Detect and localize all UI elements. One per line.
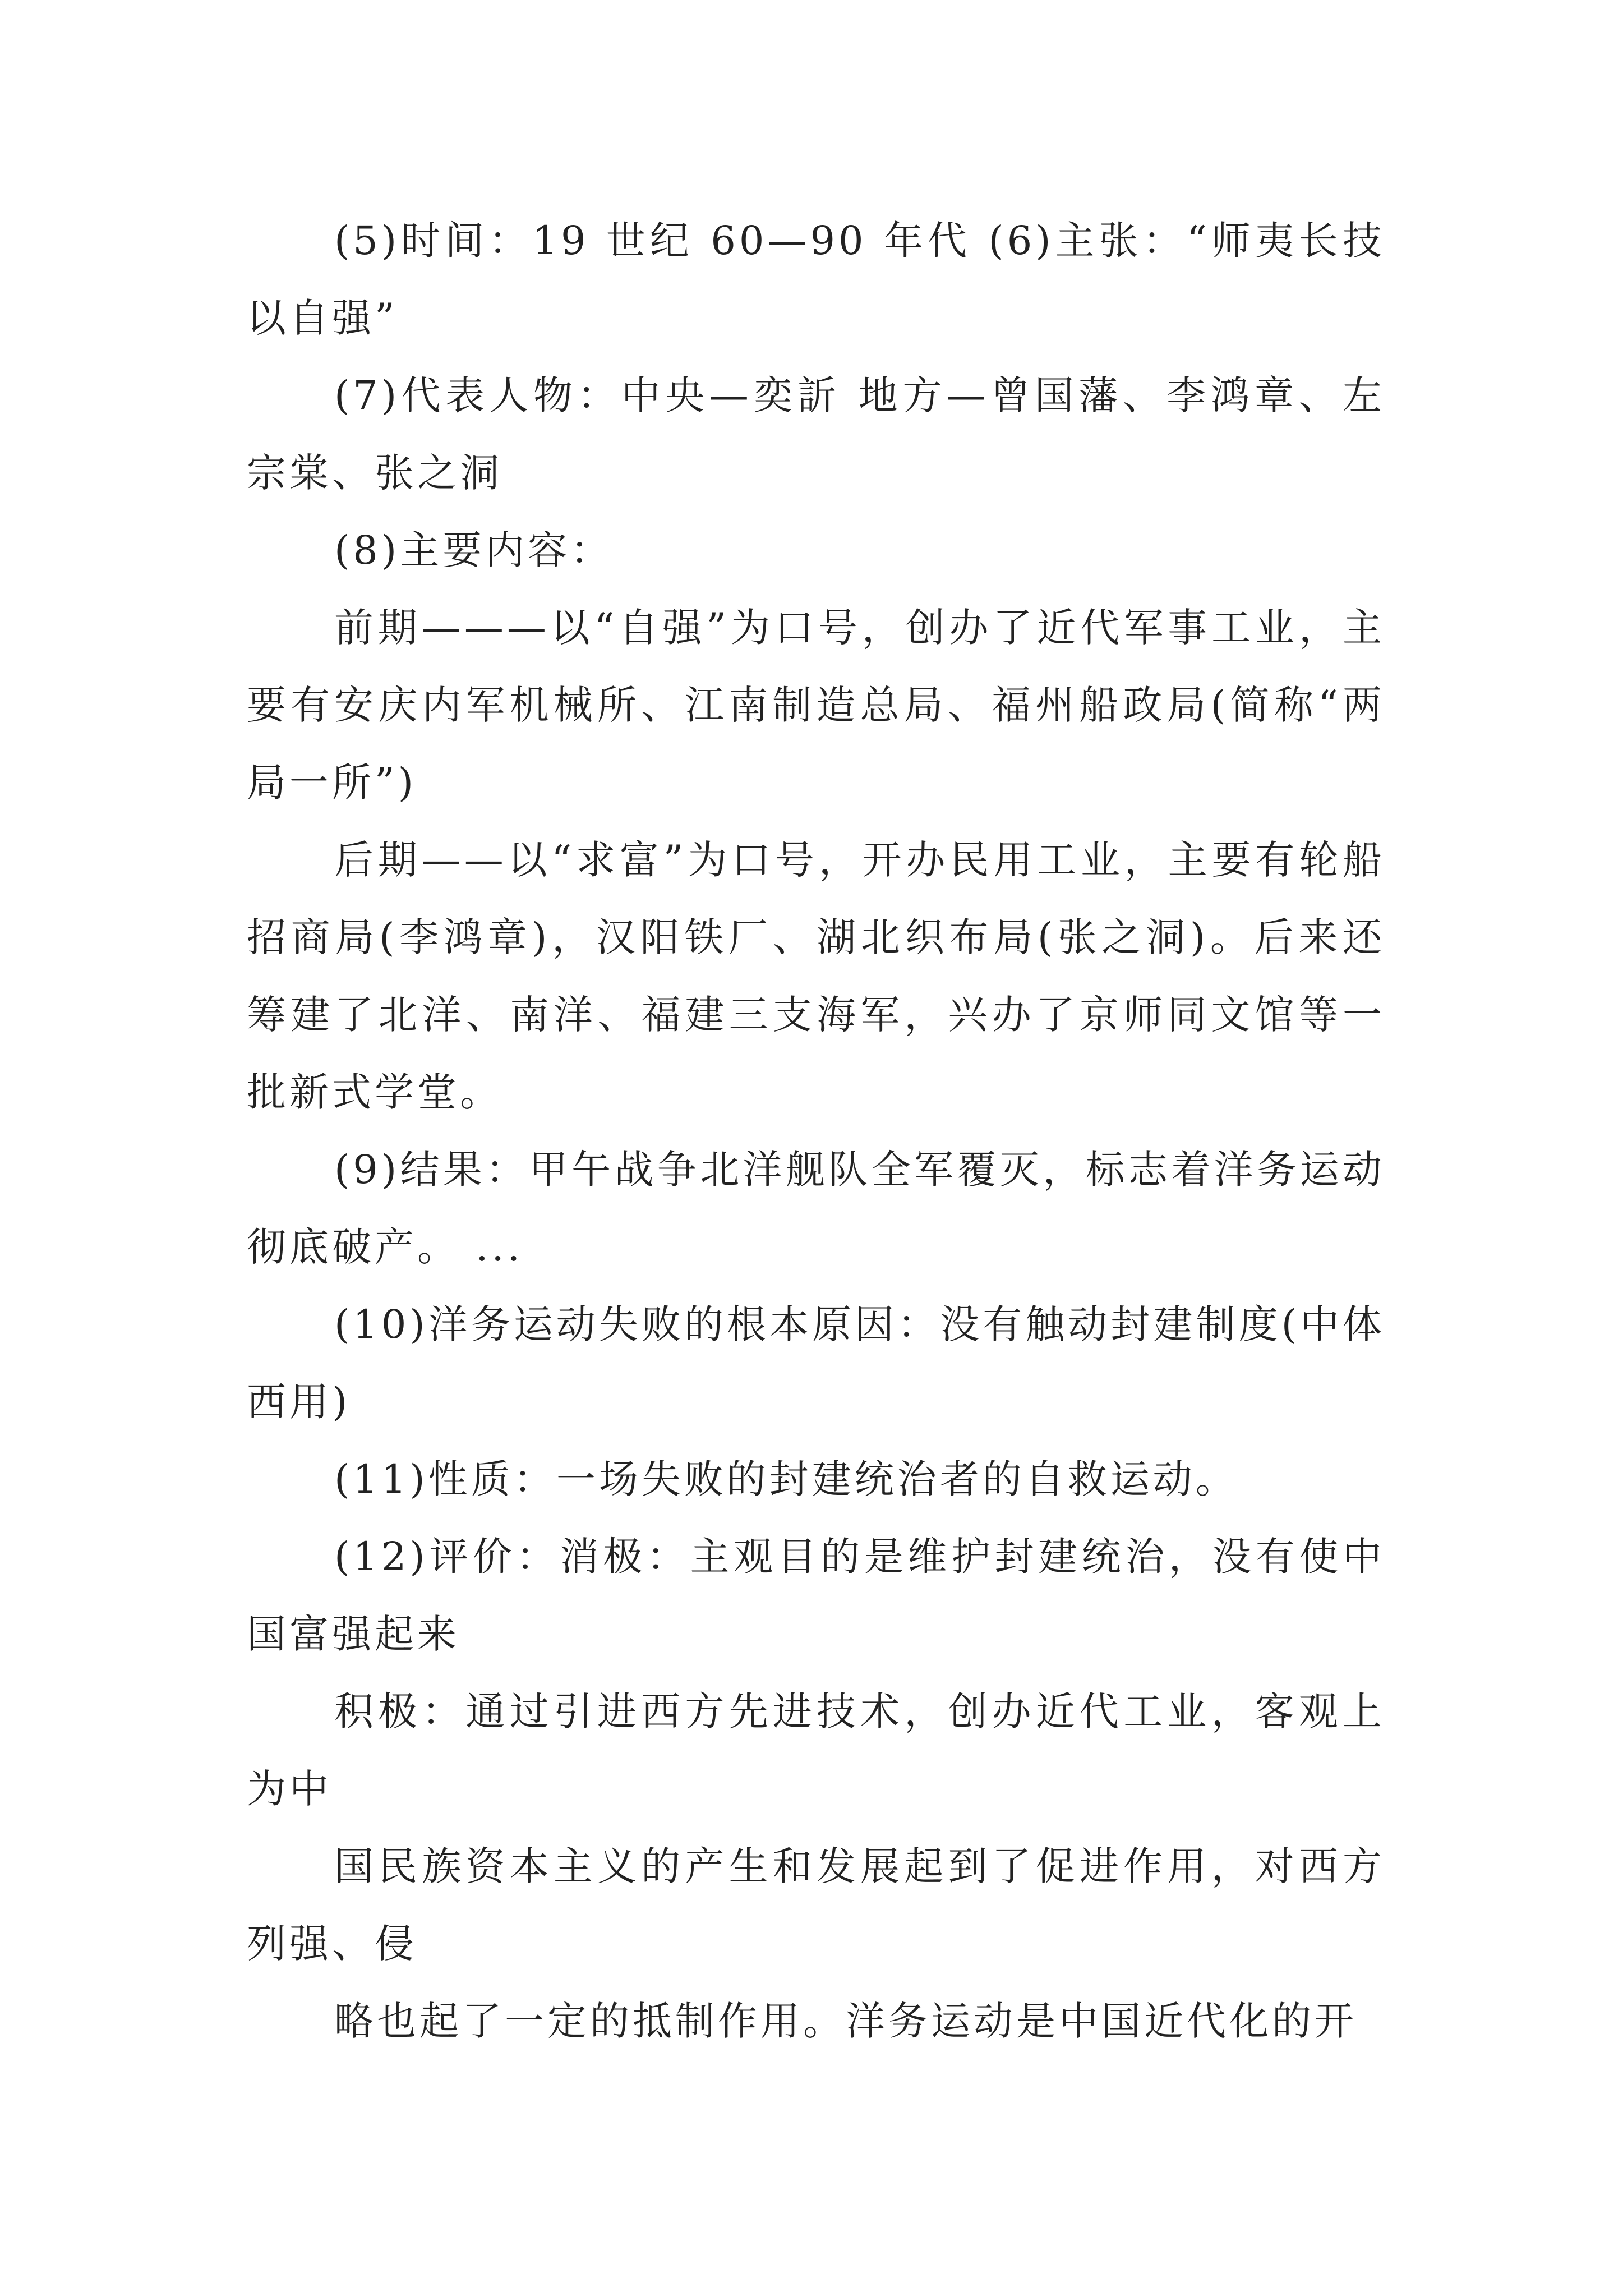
paragraph-evaluation-positive-1: 积极：通过引进西方先进技术，创办近代工业，客观上为中 [247,1688,1385,1812]
document-body [247,202,1385,2060]
paragraph-evaluation-negative: (12)评价：消极：主观目的是维护封建统治，没有使中国富强起来 [247,1534,1385,1657]
paragraph-representatives: (7)代表人物：中央—奕訢 地方—曾国藩、李鸿章、左宗棠、张之洞 [247,372,1385,496]
paragraph-failure-cause: (10)洋务运动失败的根本原因：没有触动封建制度(中体西用) [247,1301,1385,1425]
paragraph-main-content-heading: (8)主要内容： [334,527,614,573]
paragraph-nature: (11)性质：一场失败的封建统治者的自救运动。 [334,1456,1238,1502]
paragraph-early-period: 前期———以“自强”为口号，创办了近代军事工业，主要有安庆内军机械所、江南制造总局、福州船政局(简称“两局一所”) [247,605,1385,806]
paragraph-result: (9)结果：甲午战争北洋舰队全军覆灭，标志着洋务运动彻底破产。 ... [247,1147,1385,1270]
paragraph-late-period: 后期——以“求富”为口号，开办民用工业，主要有轮船招商局(李鸿章)，汉阳铁厂、湖北织布局(张之洞)。后来还筹建了北洋、南洋、福建三支海军，兴办了京师同文馆等一批新式学堂。 [247,837,1385,1115]
paragraph-evaluation-positive-3: 略也起了一定的抵制作用。洋务运动是中国近代化的开 [334,1998,1357,2044]
paragraph-evaluation-positive-2: 国民族资本主义的产生和发展起到了促进作用，对西方列强、侵 [247,1843,1385,1967]
paragraph-time-and-slogan: (5)时间：19 世纪 60—90 年代 (6)主张：“师夷长技以自强” [247,218,1385,341]
